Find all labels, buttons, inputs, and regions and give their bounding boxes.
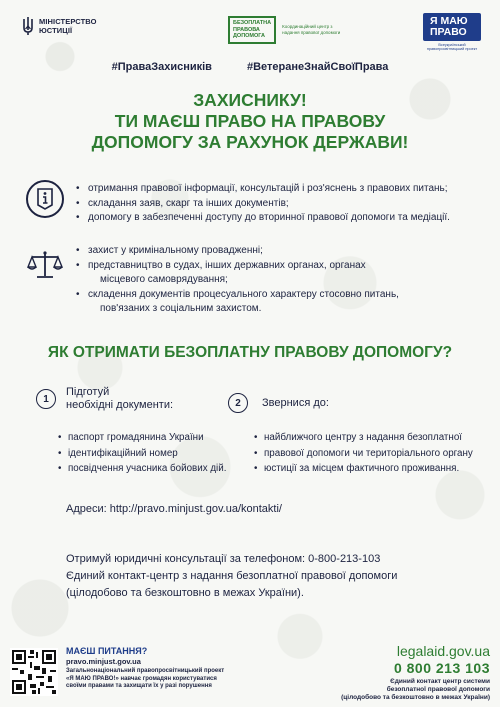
- where-to-apply-list: [254, 430, 473, 477]
- list-item: • допомогу в забезпеченні доступу до вторинної правової допомоги та медіації.: [76, 211, 450, 226]
- qr-code[interactable]: [10, 648, 58, 696]
- footer-project-info: [66, 646, 226, 691]
- i-have-right-logo-subtitle: Всеукраїнський правопросвітницький проект: [426, 43, 478, 51]
- list-item: [76, 288, 399, 317]
- legal-aid-logo: [228, 16, 344, 44]
- headline-line: ЗАХИСНИКУ!: [193, 90, 307, 110]
- step-2: [228, 393, 329, 413]
- step-1: [36, 386, 173, 412]
- list-item-continuation: пов'язаних з соціальним захистом.: [100, 303, 262, 315]
- info-list: [76, 182, 450, 226]
- list-item: • посвідчення учасника бойових дій.: [58, 461, 226, 477]
- list-item: • складання заяв, скарг та інших документів;: [76, 197, 450, 212]
- footer-description: Загальнонаціональний правопросвітницький проект «Я МАЮ ПРАВО!» навчає громадян користуватися своїми правами та захищати їх у разі порушення: [66, 668, 225, 690]
- trident-icon: [22, 16, 34, 36]
- list-item: • ідентифікаційний номер: [58, 446, 226, 462]
- contact-line: Отримуй юридичні консультації за телефоном: 0-800-213-103: [66, 553, 381, 565]
- list-item: • паспорт громадянина України: [58, 430, 226, 446]
- footer-url-link[interactable]: pravo.minjust.gov.ua: [66, 657, 141, 666]
- legal-section: [26, 244, 486, 317]
- scales-icon: [26, 244, 64, 317]
- list-item: • отримання правової інформації, консультацій і роз'яснень з правових питань;: [76, 182, 450, 197]
- list-item: • найближчого центру з надання безоплатної: [254, 430, 473, 446]
- how-to-get-heading: ЯК ОТРИМАТИ БЕЗОПЛАТНУ ПРАВОВУ ДОПОМОГУ?: [47, 344, 453, 361]
- contact-line: (цілодобово та безкоштовно в межах України).: [66, 587, 304, 599]
- step-title: Звернися до:: [262, 396, 329, 409]
- i-have-right-logo-text: Я МАЮ ПРАВО: [423, 13, 481, 41]
- legal-aid-logo-text: БЕЗОПЛАТНА ПРАВОВА ДОПОМОГА: [228, 16, 276, 44]
- list-item: • юстиції за місцем фактичного проживання.: [254, 461, 473, 477]
- legal-list: [76, 244, 399, 317]
- list-item-text: представництво в судах, інших державних органах, органах: [88, 259, 366, 271]
- step-number: 1: [36, 389, 56, 409]
- ministry-name: МІНІСТЕРСТВО ЮСТИЦІЇ: [39, 17, 97, 35]
- hotline-phone[interactable]: 0 800 213 103: [393, 660, 490, 676]
- info-section: [26, 180, 486, 226]
- contact-info: [66, 551, 397, 602]
- list-item-continuation: місцевого самоврядування;: [100, 274, 228, 286]
- contact-line: Єдиний контакт-центр з надання безоплатної правової допомоги: [66, 570, 398, 582]
- documents-list: [58, 430, 226, 477]
- legal-aid-logo-subtitle: Координаційний центр з надання правової допомоги: [282, 24, 341, 35]
- headline-line: ТИ МАЄШ ПРАВО НА ПРАВОВУ: [114, 111, 386, 131]
- ministry-logo: [22, 16, 97, 36]
- headline: [0, 90, 500, 153]
- list-item-text: складення документів процесуального характеру стосовно питань,: [88, 288, 399, 300]
- hashtags: [0, 61, 500, 73]
- contact-center-description: Єдиний контакт центр системи безоплатної правової допомоги (цілодобово та безкоштовно в межах України): [341, 678, 490, 701]
- list-item: [76, 259, 399, 288]
- legalaid-site-link[interactable]: legalaid.gov.ua: [396, 643, 490, 659]
- step-title: Підготуй необхідні документи:: [66, 386, 174, 411]
- list-item-text: захист у кримінальному провадженні;: [88, 245, 263, 256]
- info-icon: [26, 180, 64, 218]
- hashtag: #ВетеранеЗнайСвоїПрава: [247, 61, 389, 73]
- step-number: 2: [228, 393, 248, 413]
- addresses-link[interactable]: Адреси: http://pravo.minjust.gov.ua/kontakti/: [66, 503, 282, 515]
- list-item: • правової допомоги чи територіального органу: [254, 446, 473, 462]
- list-item: [76, 244, 399, 259]
- footer-question: МАЄШ ПИТАННЯ?: [66, 646, 148, 656]
- i-have-right-logo: [423, 13, 481, 51]
- footer-contact-center: [341, 643, 490, 702]
- headline-line: ДОПОМОГУ ЗА РАХУНОК ДЕРЖАВИ!: [91, 132, 409, 152]
- hashtag: #ПраваЗахисників: [111, 61, 212, 73]
